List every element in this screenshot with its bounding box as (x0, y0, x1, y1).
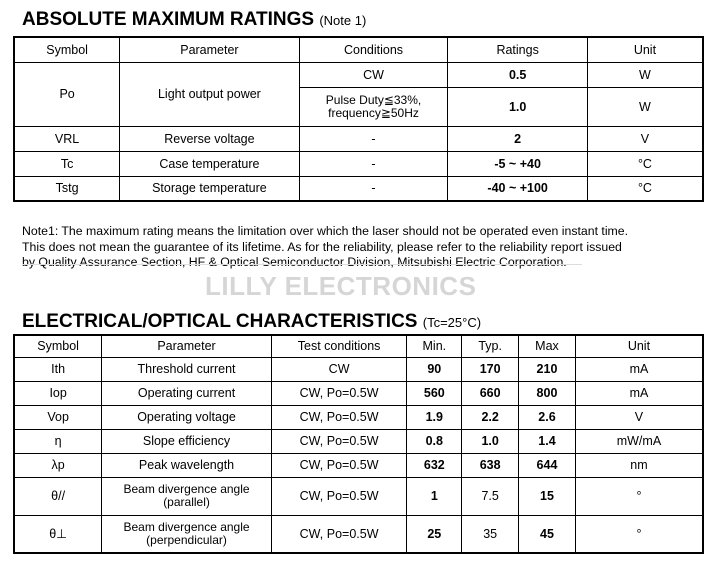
rating-cell: 1.0 (448, 87, 588, 126)
watermark: LILLY ELECTRONICS (205, 271, 477, 301)
parameter-cell: Light output power (120, 62, 299, 126)
parameter-line: (parallel) (163, 495, 210, 509)
table-row (14, 453, 703, 477)
unit-cell: °C (587, 176, 703, 201)
abs-max-title (22, 9, 366, 31)
rating-cell: 2 (448, 126, 588, 151)
elec-title (22, 311, 481, 333)
table-header-row (14, 335, 703, 357)
table-row (14, 405, 703, 429)
parameter-cell: Storage temperature (120, 176, 299, 201)
table-row (14, 381, 703, 405)
table-row (14, 357, 703, 381)
parameter-cell: Operating current (102, 381, 272, 405)
header-cell: Typ. (462, 335, 519, 357)
symbol-cell: Iop (14, 381, 102, 405)
unit-cell: W (587, 62, 703, 87)
elec-title-text: ELECTRICAL/OPTICAL CHARACTERISTICS (22, 311, 418, 332)
conditions-cell: CW, Po=0.5W (271, 453, 407, 477)
table-row (14, 151, 703, 176)
max-cell: 1.4 (519, 429, 576, 453)
conditions-line: Pulse Duty≦33%, (325, 92, 422, 107)
symbol-cell: λp (14, 453, 102, 477)
conditions-cell: CW (271, 357, 407, 381)
min-cell: 25 (407, 515, 462, 553)
parameter-line: Beam divergence angle (123, 519, 250, 534)
table-row (14, 477, 703, 515)
unit-cell: V (587, 126, 703, 151)
header-cell: Conditions (299, 37, 448, 62)
elec-table (13, 334, 704, 554)
conditions-cell (299, 87, 448, 126)
rating-cell: 0.5 (448, 62, 588, 87)
conditions-cell: CW, Po=0.5W (271, 477, 407, 515)
typ-cell: 638 (462, 453, 519, 477)
header-cell: Parameter (102, 335, 272, 357)
min-cell: 632 (407, 453, 462, 477)
symbol-cell: Tstg (14, 176, 120, 201)
unit-cell: ° (575, 515, 703, 553)
symbol-cell: Po (14, 62, 120, 126)
max-cell: 45 (519, 515, 576, 553)
unit-cell: mW/mA (575, 429, 703, 453)
table-row (14, 62, 703, 87)
unit-cell: ° (575, 477, 703, 515)
min-cell: 1.9 (407, 405, 462, 429)
conditions-line: frequency≧50Hz (328, 105, 419, 120)
header-cell: Unit (575, 335, 703, 357)
parameter-cell: Peak wavelength (102, 453, 272, 477)
table-header-row (14, 37, 703, 62)
rating-cell: -40 ~ +100 (448, 176, 588, 201)
header-cell: Ratings (448, 37, 588, 62)
header-cell: Min. (407, 335, 462, 357)
conditions-cell: CW (299, 62, 448, 87)
abs-max-title-text: ABSOLUTE MAXIMUM RATINGS (22, 9, 315, 30)
conditions-cell: CW, Po=0.5W (271, 429, 407, 453)
parameter-cell: Reverse voltage (120, 126, 299, 151)
parameter-cell: Slope efficiency (102, 429, 272, 453)
min-cell: 90 (407, 357, 462, 381)
typ-cell: 170 (462, 357, 519, 381)
min-cell: 560 (407, 381, 462, 405)
unit-cell: mA (575, 381, 703, 405)
min-cell: 0.8 (407, 429, 462, 453)
parameter-cell (102, 477, 272, 515)
symbol-cell: Vop (14, 405, 102, 429)
conditions-cell: - (299, 126, 448, 151)
conditions-cell: CW, Po=0.5W (271, 381, 407, 405)
conditions-cell: CW, Po=0.5W (271, 515, 407, 553)
header-cell: Symbol (14, 335, 102, 357)
symbol-cell: θ// (14, 477, 102, 515)
parameter-cell: Threshold current (102, 357, 272, 381)
typ-cell: 2.2 (462, 405, 519, 429)
parameter-line: (perpendicular) (146, 532, 227, 547)
unit-cell: mA (575, 357, 703, 381)
typ-cell: 35 (462, 515, 519, 553)
header-cell: Test conditions (271, 335, 407, 357)
symbol-cell: Ith (14, 357, 102, 381)
symbol-cell: Tc (14, 151, 120, 176)
table-row (14, 429, 703, 453)
rating-cell: -5 ~ +40 (448, 151, 588, 176)
symbol-cell: VRL (14, 126, 120, 151)
conditions-cell: - (299, 176, 448, 201)
table-row (14, 176, 703, 201)
note1-line: This does not mean the guarantee of its lifetime. As for the reliability, please refer to the reliability report issued (22, 239, 622, 254)
conditions-cell: CW, Po=0.5W (271, 405, 407, 429)
note1-line: by Quality Assurance Section, HF & Optical Semiconductor Division, Mitsubishi Electric Corporation. (22, 255, 567, 269)
typ-cell: 1.0 (462, 429, 519, 453)
header-cell: Parameter (120, 37, 299, 62)
symbol-cell: θ⊥ (14, 515, 102, 553)
unit-cell: W (587, 87, 703, 126)
header-cell: Symbol (14, 37, 120, 62)
note1-line: Note1: The maximum rating means the limitation over which the laser should not be operated even instant time. (22, 224, 629, 238)
typ-cell: 7.5 (462, 477, 519, 515)
table-row (14, 126, 703, 151)
abs-max-note-ref: (Note 1) (319, 13, 367, 28)
elec-title-note: (Tc=25°C) (422, 315, 482, 330)
conditions-cell: - (299, 151, 448, 176)
max-cell: 210 (519, 357, 576, 381)
typ-cell: 660 (462, 381, 519, 405)
header-cell: Max (519, 335, 576, 357)
unit-cell: °C (587, 151, 703, 176)
divider (22, 264, 582, 265)
parameter-cell: Operating voltage (102, 405, 272, 429)
symbol-cell: η (14, 429, 102, 453)
min-cell: 1 (407, 477, 462, 515)
parameter-cell (102, 515, 272, 553)
max-cell: 644 (519, 453, 576, 477)
table-row (14, 515, 703, 553)
max-cell: 2.6 (519, 405, 576, 429)
unit-cell: V (575, 405, 703, 429)
header-cell: Unit (587, 37, 703, 62)
parameter-cell: Case temperature (120, 151, 299, 176)
parameter-line: Beam divergence angle (123, 482, 250, 496)
abs-max-table (13, 36, 704, 202)
max-cell: 15 (519, 477, 576, 515)
unit-cell: nm (575, 453, 703, 477)
max-cell: 800 (519, 381, 576, 405)
